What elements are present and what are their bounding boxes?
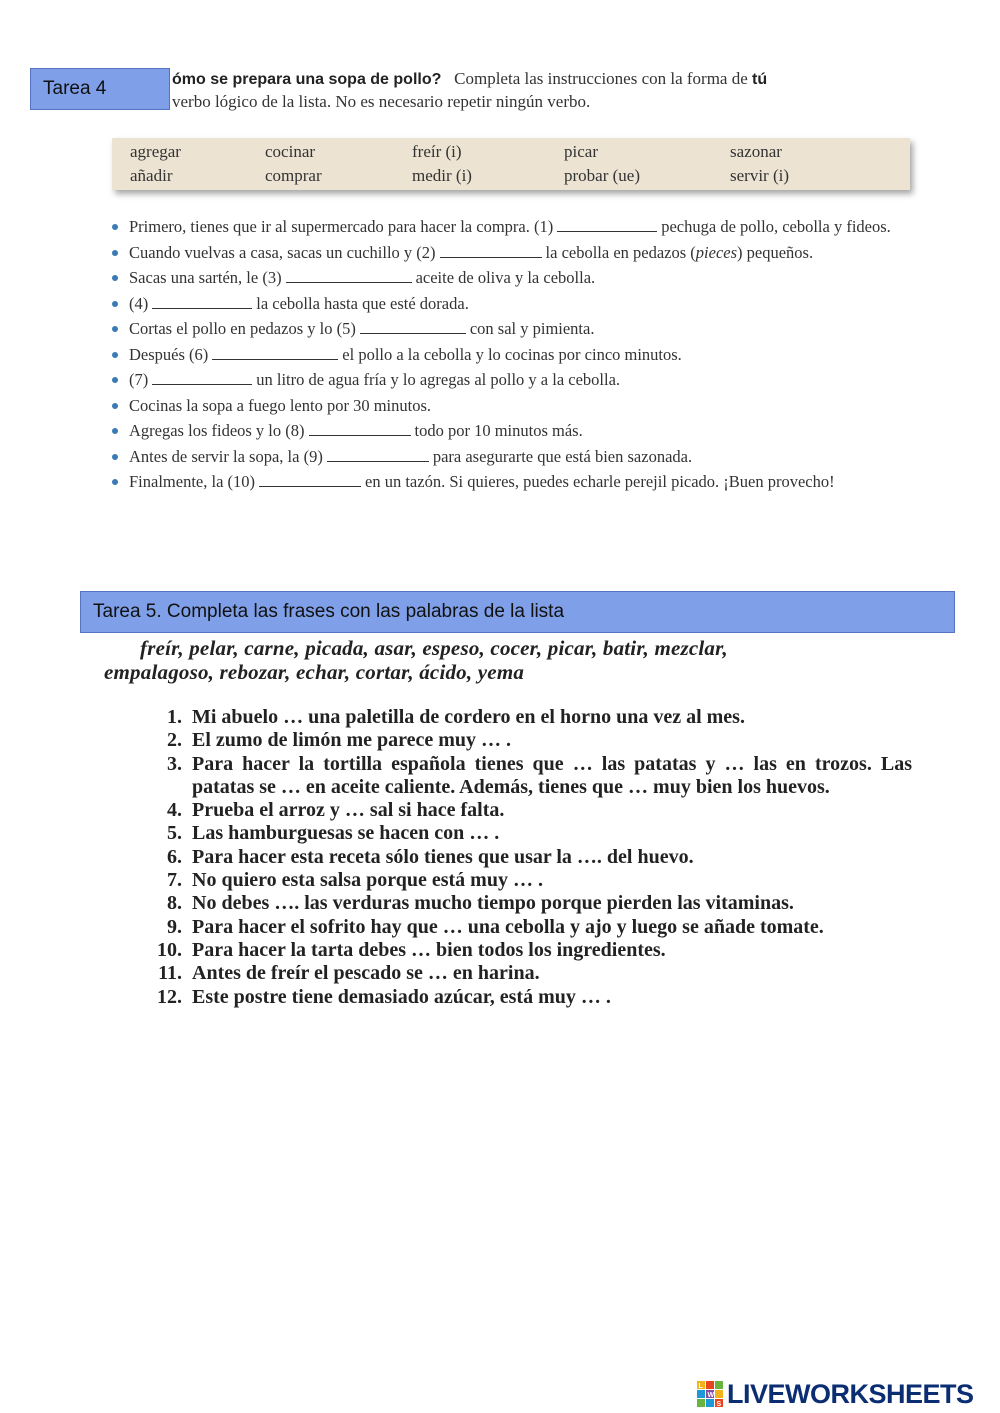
sentence-item (144, 939, 912, 962)
item-text-before: Sacas una sartén, le (3) (129, 268, 282, 287)
bullet-icon (112, 250, 118, 256)
sentence-item (144, 799, 912, 822)
sentence-number: 10. (157, 938, 182, 961)
sentence-item (144, 846, 912, 869)
liveworksheets-logo-icon (697, 1381, 723, 1407)
bullet-icon (112, 403, 118, 409)
tarea-5-label (80, 591, 955, 633)
sentence-number: 9. (167, 915, 182, 938)
item-text-after: aceite de oliva y la cebolla. (415, 268, 596, 287)
item-text-before: Antes de servir la sopa, la (9) (129, 446, 323, 466)
verb-option: agregar (130, 142, 181, 161)
instruction-item (112, 216, 912, 237)
bullet-icon (112, 301, 118, 307)
item-text-after: para asegurarte que está bien sazonada. (432, 446, 693, 466)
liveworksheets-logo (697, 1378, 974, 1410)
bullet-icon (112, 479, 118, 485)
bullet-icon (112, 377, 118, 383)
sentence-text: No debes …. las verduras mucho tiempo porque pierden las vitaminas. (192, 892, 794, 915)
instruction-item (112, 420, 912, 441)
answer-blank[interactable] (309, 421, 411, 436)
sentence-number: 7. (167, 869, 182, 892)
instruction-item (112, 267, 912, 288)
tarea-4-list (112, 216, 912, 497)
sentence-item (144, 729, 912, 752)
sentence-number: 3. (167, 752, 182, 775)
answer-blank[interactable] (259, 472, 361, 487)
word-list-line-1: freír, pelar, carne, picada, asar, espeso, cocer, picar, batir, mezclar, (140, 636, 728, 660)
answer-blank[interactable] (152, 294, 252, 309)
verb-option: cocinar (265, 142, 316, 161)
sentence-number: 12. (157, 985, 182, 1008)
instruction-item (112, 369, 912, 390)
instruction-item (112, 318, 912, 339)
logo-letter: S (716, 1401, 722, 1407)
item-text-after: un litro de agua fría y lo agregas al pollo y a la cebolla. (256, 370, 621, 389)
sentence-number: 4. (167, 799, 182, 822)
tarea-4-instructions (172, 68, 932, 113)
bullet-icon (112, 224, 118, 230)
instruction-bold: tú (752, 71, 768, 88)
sentence-item (144, 986, 912, 1009)
instruction-item (112, 242, 912, 263)
answer-blank[interactable] (286, 268, 412, 283)
item-text-after: el pollo a la cebolla y lo cocinas por cinco minutos. (342, 344, 682, 364)
item-text-after: la cebolla en pedazos ( (545, 242, 696, 262)
sentence-text: Para hacer la tarta debes … bien todos los ingredientes. (192, 938, 666, 961)
verb-bank (112, 138, 910, 190)
item-text-after: pechuga de pollo, cebolla y fideos. (661, 217, 891, 236)
item-text-italic: pieces (695, 242, 738, 262)
bullet-icon (112, 275, 118, 281)
sentence-text: Para hacer la tortilla española tienes que … las patatas y … las en trozos. Las patatas se … en aceite caliente. Además, tienes que … muy bien los huevos. (192, 752, 912, 798)
sentence-item (144, 822, 912, 845)
verb-option: probar (ue) (564, 166, 640, 185)
sentence-item (144, 753, 912, 800)
sentence-item (144, 869, 912, 892)
answer-blank[interactable] (327, 447, 429, 462)
verb-option: comprar (265, 166, 322, 185)
bullet-icon (112, 326, 118, 332)
sentence-number: 1. (167, 706, 182, 728)
sentence-item (144, 962, 912, 985)
sentence-text: Prueba el arroz y … sal si hace falta. (192, 799, 505, 822)
tarea-5-label-text: Tarea 5. Completa las frases con las palabras de la lista (93, 601, 565, 622)
bullet-icon (112, 454, 118, 460)
verb-option: medir (i) (412, 166, 472, 185)
item-text-before: (7) (129, 370, 149, 389)
item-text-before: Cortas el pollo en pedazos y lo (5) (129, 319, 356, 338)
item-text-before: (4) (129, 293, 149, 313)
verb-option: sazonar (730, 142, 782, 161)
item-text-after: con sal y pimienta. (469, 319, 595, 338)
sentence-number: 11. (158, 962, 182, 985)
instruction-part-b: verbo lógico de la lista. No es necesario repetir ningún verbo. (172, 92, 591, 111)
item-text-before: Agregas los fideos y lo (8) (129, 421, 305, 440)
verb-option: freír (i) (412, 142, 462, 161)
item-text-after: en un tazón. Si quieres, puedes echarle perejil picado. ¡Buen provecho! (365, 472, 835, 491)
verb-option: servir (i) (730, 166, 790, 185)
sentence-item (144, 706, 912, 729)
sentence-text: Para hacer el sofrito hay que … una cebolla y ajo y luego se añade tomate. (192, 915, 824, 938)
item-text-before: Después (6) (129, 344, 209, 364)
item-text-after: la cebolla hasta que esté dorada. (256, 293, 469, 313)
verb-option: añadir (130, 166, 173, 185)
sentence-number: 6. (167, 845, 182, 868)
word-list-line-2: empalagoso, rebozar, echar, cortar, ácido, yema (104, 660, 525, 684)
sentence-item (144, 916, 912, 939)
sentence-number: 5. (167, 822, 182, 845)
liveworksheets-logo-text: LIVEWORKSHEETS (727, 1378, 974, 1409)
item-text-before: Finalmente, la (10) (129, 472, 256, 491)
bullet-icon (112, 428, 118, 434)
logo-letter: W (707, 1392, 715, 1399)
answer-blank[interactable] (557, 217, 657, 232)
tarea-5-sentences (144, 706, 912, 1009)
sentence-text: Este postre tiene demasiado azúcar, está muy … . (192, 985, 611, 1008)
item-text-tail: ) pequeños. (737, 242, 814, 262)
item-text-before: Cocinas la sopa a fuego lento por 30 minutos. (129, 395, 431, 415)
sentence-text: Para hacer esta receta sólo tienes que usar la …. del huevo. (192, 845, 694, 868)
tarea-4-label (30, 68, 170, 110)
tarea-4-label-text: Tarea 4 (43, 78, 107, 99)
verb-option: picar (564, 142, 598, 161)
sentence-number: 8. (167, 892, 182, 915)
answer-blank[interactable] (360, 319, 466, 334)
answer-blank[interactable] (440, 243, 542, 258)
instruction-item (112, 446, 912, 467)
sentence-number: 2. (167, 729, 182, 752)
item-text-before: Primero, tienes que ir al supermercado para hacer la compra. (1) (129, 217, 554, 236)
instruction-item (112, 344, 912, 365)
bullet-icon (112, 352, 118, 358)
sentence-text: No quiero esta salsa porque está muy … . (192, 869, 543, 892)
instruction-item (112, 395, 912, 416)
instruction-item (112, 471, 912, 492)
answer-blank[interactable] (152, 370, 252, 385)
answer-blank[interactable] (212, 345, 338, 360)
sentence-text: Mi abuelo … una paletilla de cordero en el horno una vez al mes. (192, 706, 745, 728)
sentence-item (144, 892, 912, 915)
instruction-part-a: Completa las instrucciones con la forma de (454, 69, 753, 88)
sentence-text: El zumo de limón me parece muy … . (192, 729, 512, 752)
sentence-text: Las hamburguesas se hacen con … . (192, 822, 500, 845)
instruction-item (112, 293, 912, 314)
tarea-4-title: ómo se prepara una sopa de pollo? (172, 71, 442, 88)
tarea-5-word-list (104, 636, 914, 684)
item-text-before: Cuando vuelvas a casa, sacas un cuchillo y (2) (129, 242, 436, 262)
item-text-after: todo por 10 minutos más. (414, 421, 583, 440)
logo-letter: L (698, 1383, 703, 1390)
sentence-text: Antes de freír el pescado se … en harina. (192, 962, 540, 985)
